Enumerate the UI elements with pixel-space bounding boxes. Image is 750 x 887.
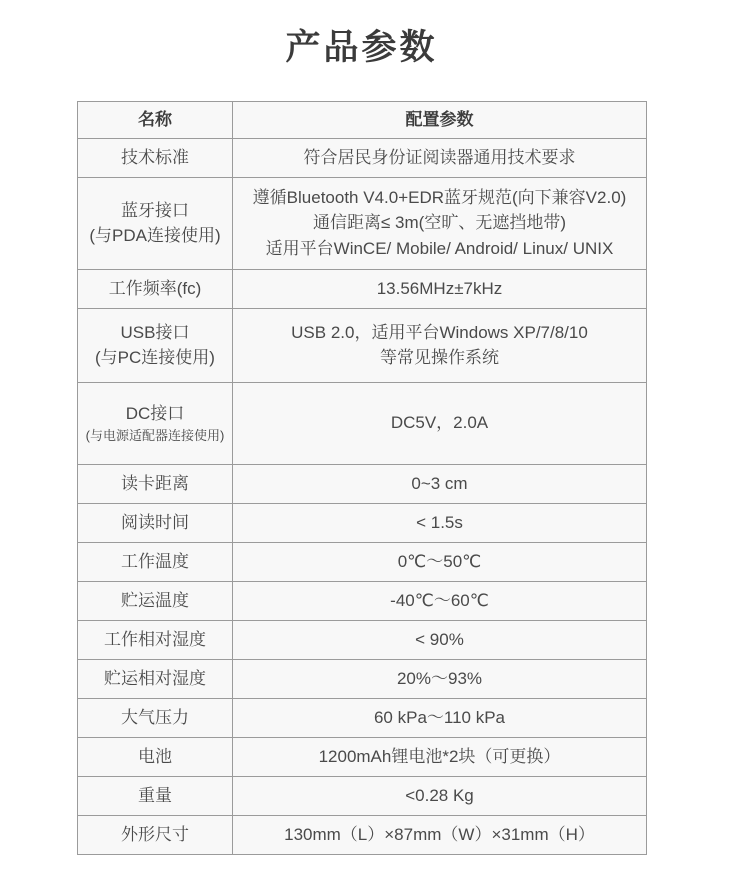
spec-name-sub: (与PC连接使用): [95, 347, 215, 367]
page-title: 产品参数: [285, 28, 438, 67]
spec-name-sub: (与PDA连接使用): [89, 225, 221, 245]
spec-value-line: < 1.5s: [416, 512, 463, 532]
column-header-value: 配置参数: [233, 102, 647, 139]
spec-value-line: -40℃～60℃: [390, 590, 489, 610]
spec-name: 读卡距离: [121, 473, 189, 493]
table-row: [78, 659, 647, 698]
spec-name: 大气压力: [121, 707, 189, 727]
spec-name: 贮运温度: [121, 590, 189, 610]
spec-value-line: 1200mAh锂电池*2块（可更换）: [318, 746, 561, 766]
spec-name-cell: [78, 581, 233, 620]
spec-value-line: < 90%: [415, 629, 464, 649]
spec-name-cell: [78, 698, 233, 737]
spec-table: [77, 101, 647, 855]
spec-name: 工作温度: [121, 551, 189, 571]
column-header-name: 名称: [78, 102, 233, 139]
spec-name-cell: [78, 659, 233, 698]
spec-name-cell: [78, 138, 233, 177]
spec-name-cell: [78, 269, 233, 308]
table-row: [78, 776, 647, 815]
spec-value-line: 20%～93%: [396, 668, 483, 688]
spec-name: 贮运相对湿度: [104, 668, 206, 688]
spec-table-body: [78, 138, 647, 854]
spec-name: 工作相对湿度: [104, 629, 206, 649]
spec-name-cell: [78, 464, 233, 503]
table-row: [78, 698, 647, 737]
spec-name-cell: [78, 503, 233, 542]
spec-name: 外形尺寸: [121, 824, 189, 844]
spec-value-line: 0℃～50℃: [397, 551, 482, 571]
table-row: [78, 815, 647, 854]
table-row: [78, 620, 647, 659]
spec-value-line: USB 2.0，适用平台Windows XP/7/8/10: [291, 322, 588, 342]
spec-value-line: 通信距离≤ 3m(空旷、无遮挡地带): [313, 213, 566, 233]
table-row: [78, 737, 647, 776]
spec-value-line: 适用平台WinCE/ Mobile/ Android/ Linux/ UNIX: [265, 238, 614, 258]
spec-name-cell: [78, 620, 233, 659]
table-row: [78, 269, 647, 308]
table-row: [78, 542, 647, 581]
spec-value-line: 等常见操作系统: [380, 348, 499, 367]
spec-name-cell: [78, 542, 233, 581]
spec-value-cell: [233, 776, 647, 815]
spec-value-cell: [233, 698, 647, 737]
spec-value-line: 0~3 cm: [411, 473, 468, 493]
spec-value-cell: [233, 308, 647, 382]
content-block: [77, 0, 646, 855]
spec-value-line: 符合居民身份证阅读器通用技术要求: [303, 147, 576, 167]
spec-value-cell: [233, 269, 647, 308]
spec-value-line: DC5V，2.0A: [390, 413, 489, 433]
spec-value-cell: [233, 659, 647, 698]
spec-value-line: <0.28 Kg: [405, 785, 474, 805]
table-row: [78, 177, 647, 269]
spec-name-cell: [78, 776, 233, 815]
spec-value-cell: [233, 737, 647, 776]
spec-name-cell: [78, 815, 233, 854]
spec-name: 工作频率(fc): [108, 278, 202, 298]
table-row: [78, 308, 647, 382]
spec-value-cell: [233, 138, 647, 177]
table-row: [78, 382, 647, 464]
table-row: [78, 138, 647, 177]
spec-value-cell: [233, 382, 647, 464]
spec-name: 电池: [138, 746, 172, 766]
spec-name: 蓝牙接口: [121, 201, 189, 221]
spec-value-cell: [233, 464, 647, 503]
spec-name: 重量: [138, 785, 172, 805]
table-row: [78, 464, 647, 503]
spec-value-cell: [233, 177, 647, 269]
spec-table-header: [78, 102, 647, 139]
spec-value-cell: [233, 815, 647, 854]
spec-name: DC接口: [125, 404, 185, 424]
spec-value-cell: [233, 620, 647, 659]
spec-name-sub: (与电源适配器连接使用): [85, 427, 225, 443]
spec-name-cell: [78, 382, 233, 464]
spec-name-cell: [78, 177, 233, 269]
spec-value-line: 13.56MHz±7kHz: [376, 278, 503, 298]
spec-value-line: 遵循Bluetooth V4.0+EDR蓝牙规范(向下兼容V2.0): [252, 187, 627, 207]
table-row: [78, 503, 647, 542]
spec-value-cell: [233, 581, 647, 620]
spec-value-cell: [233, 503, 647, 542]
header-row: [78, 102, 647, 139]
spec-value-line: 130mm（L）×87mm（W）×31mm（H）: [284, 824, 595, 844]
spec-name: 技术标准: [121, 147, 189, 167]
spec-name-cell: [78, 737, 233, 776]
table-row: [78, 581, 647, 620]
spec-value-cell: [233, 542, 647, 581]
spec-value-line: 60 kPa～110 kPa: [373, 707, 506, 727]
spec-name: 阅读时间: [121, 512, 189, 532]
spec-name: USB接口: [120, 323, 190, 343]
spec-name-cell: [78, 308, 233, 382]
